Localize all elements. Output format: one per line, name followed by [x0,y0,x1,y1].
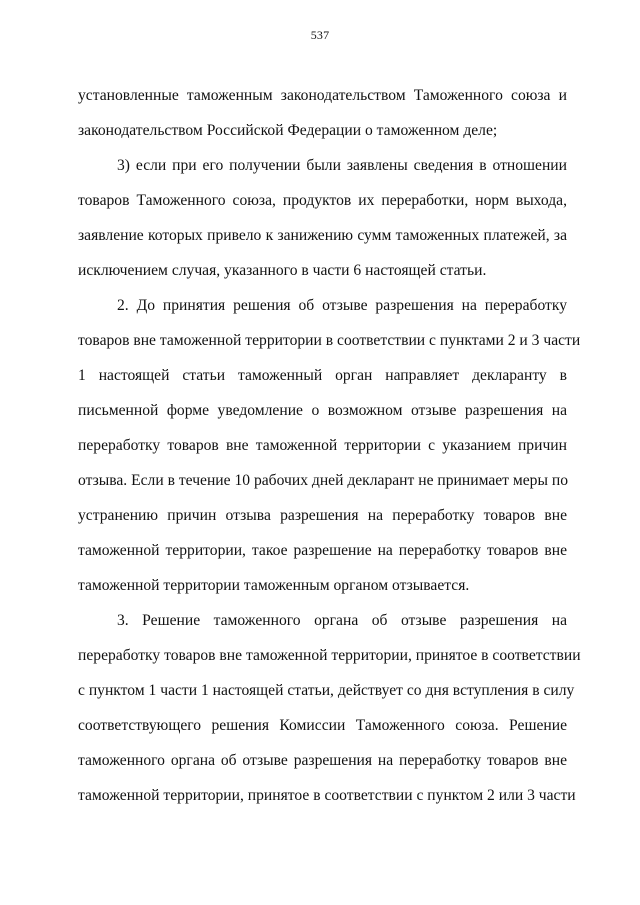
text-line: таможенной территории, принятое в соответствии с пунктом 2 или 3 части [78,787,576,804]
text-line: письменной форме уведомление о возможном отзыве разрешения на [78,402,567,419]
text-line: с пунктом 1 части 1 настоящей статьи, действует со дня вступления в силу [78,682,575,699]
text-line: соответствующего решения Комиссии Таможенного союза. Решение [78,717,567,734]
text-line: заявление которых привело к занижению сумм таможенных платежей, за [78,227,567,244]
text-line: товаров Таможенного союза, продуктов их переработки, норм выхода, [78,192,567,209]
text-line: товаров вне таможенной территории в соответствии с пунктами 2 и 3 части [78,332,581,349]
page-number: 537 [310,28,330,42]
text-line: установленные таможенным законодательством Таможенного союза и [78,87,567,104]
text-line: переработку товаров вне таможенной территории, принятое в соответствии [78,647,581,664]
text-line: законодательством Российской Федерации о таможенном деле; [78,122,498,139]
text-line: 3) если при его получении были заявлены сведения в отношении [117,157,567,174]
text-line: 3. Решение таможенного органа об отзыве разрешения на [117,612,567,629]
text-line: исключением случая, указанного в части 6 настоящей статьи. [78,262,487,279]
text-line: 1 настоящей статьи таможенный орган направляет декларанту в [78,367,567,384]
text-line: 2. До принятия решения об отзыве разрешения на переработку [117,297,567,314]
text-line: таможенной территории таможенным органом отзывается. [78,577,470,594]
text-line: устранению причин отзыва разрешения на переработку товаров вне [78,507,567,524]
text-line: переработку товаров вне таможенной территории с указанием причин [78,437,567,454]
text-line: таможенной территории, такое разрешение на переработку товаров вне [78,542,567,559]
text-line: отзыва. Если в течение 10 рабочих дней декларант не принимает меры по [78,472,568,489]
text-line: таможенного органа об отзыве разрешения на переработку товаров вне [78,752,567,769]
